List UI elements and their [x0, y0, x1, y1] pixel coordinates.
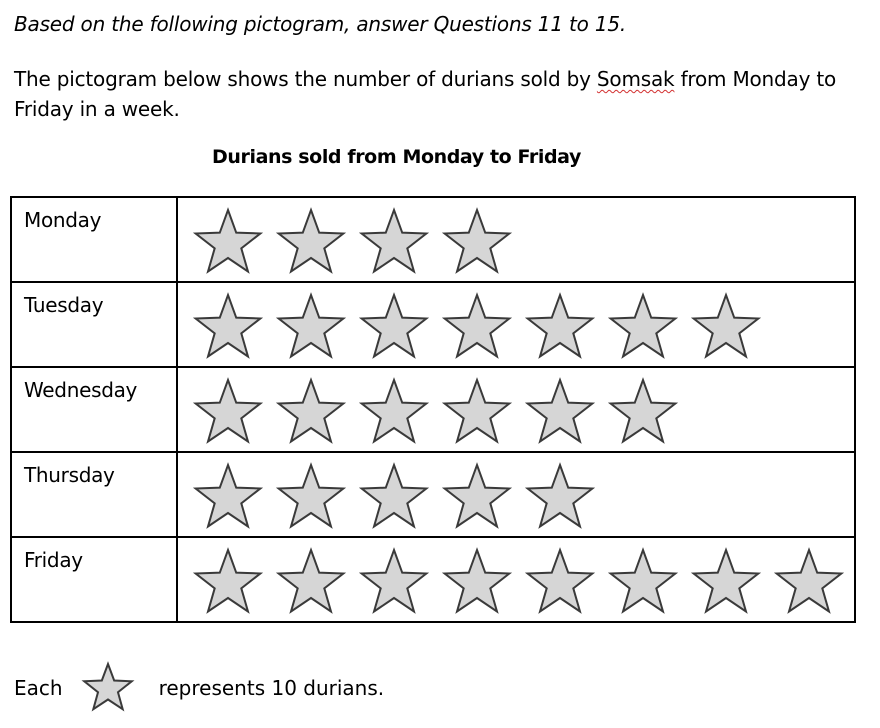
star-icon — [196, 550, 261, 612]
star-icon — [362, 295, 427, 357]
pictogram-key — [14, 662, 384, 714]
star-icon — [362, 210, 427, 272]
star-icon — [445, 550, 510, 612]
key-suffix: represents 10 durians. — [158, 676, 385, 700]
day-label: Wednesday — [24, 378, 138, 402]
instruction-text: Based on the following pictogram, answer Questions 11 to 15. — [14, 12, 627, 36]
seller-name: Somsak — [596, 67, 675, 91]
day-label: Monday — [24, 208, 102, 232]
star-icon — [694, 550, 759, 612]
day-cell — [11, 537, 177, 622]
star-icon — [611, 380, 676, 442]
star-icon — [445, 210, 510, 272]
star-row — [192, 459, 852, 531]
stars-cell — [177, 537, 855, 622]
day-label: Thursday — [24, 463, 115, 487]
pictogram-table — [10, 196, 856, 623]
stars-cell — [177, 197, 855, 282]
intro-paragraph — [14, 64, 864, 124]
star-icon — [528, 465, 593, 527]
day-cell — [11, 282, 177, 367]
star-icon — [611, 550, 676, 612]
star-icon — [528, 295, 593, 357]
star-icon — [528, 550, 593, 612]
star-row — [192, 544, 852, 616]
day-cell — [11, 452, 177, 537]
star-icon — [279, 380, 344, 442]
star-icon — [196, 465, 261, 527]
star-row — [192, 289, 852, 361]
key-prefix: Each — [14, 676, 63, 700]
pictogram-row — [11, 282, 855, 367]
star-icon — [196, 380, 261, 442]
star-row — [192, 204, 852, 276]
star-icon — [445, 380, 510, 442]
key-star-shape — [84, 664, 132, 709]
star-icon — [81, 660, 135, 717]
star-icon — [611, 295, 676, 357]
pictogram-row — [11, 452, 855, 537]
star-icon — [362, 465, 427, 527]
star-icon — [362, 380, 427, 442]
star-icon — [279, 550, 344, 612]
day-cell — [11, 367, 177, 452]
star-row — [192, 374, 852, 446]
star-icon — [362, 550, 427, 612]
star-icon — [279, 465, 344, 527]
star-icon — [445, 295, 510, 357]
day-cell — [11, 197, 177, 282]
intro-text-after: from Monday to Friday in a week. — [14, 67, 837, 121]
star-icon — [279, 210, 344, 272]
star-icon — [196, 295, 261, 357]
star-icon — [445, 465, 510, 527]
star-icon — [196, 210, 261, 272]
stars-cell — [177, 452, 855, 537]
chart-title: Durians sold from Monday to Friday — [212, 146, 581, 168]
pictogram-row — [11, 197, 855, 282]
pictogram-row — [11, 537, 855, 622]
stars-cell — [177, 282, 855, 367]
star-icon — [279, 295, 344, 357]
star-icon — [777, 550, 842, 612]
star-icon — [694, 295, 759, 357]
star-icon — [528, 380, 593, 442]
intro-text-before: The pictogram below shows the number of durians sold by — [14, 67, 597, 91]
stars-cell — [177, 367, 855, 452]
day-label: Friday — [24, 548, 83, 572]
day-label: Tuesday — [24, 293, 104, 317]
pictogram-row — [11, 367, 855, 452]
